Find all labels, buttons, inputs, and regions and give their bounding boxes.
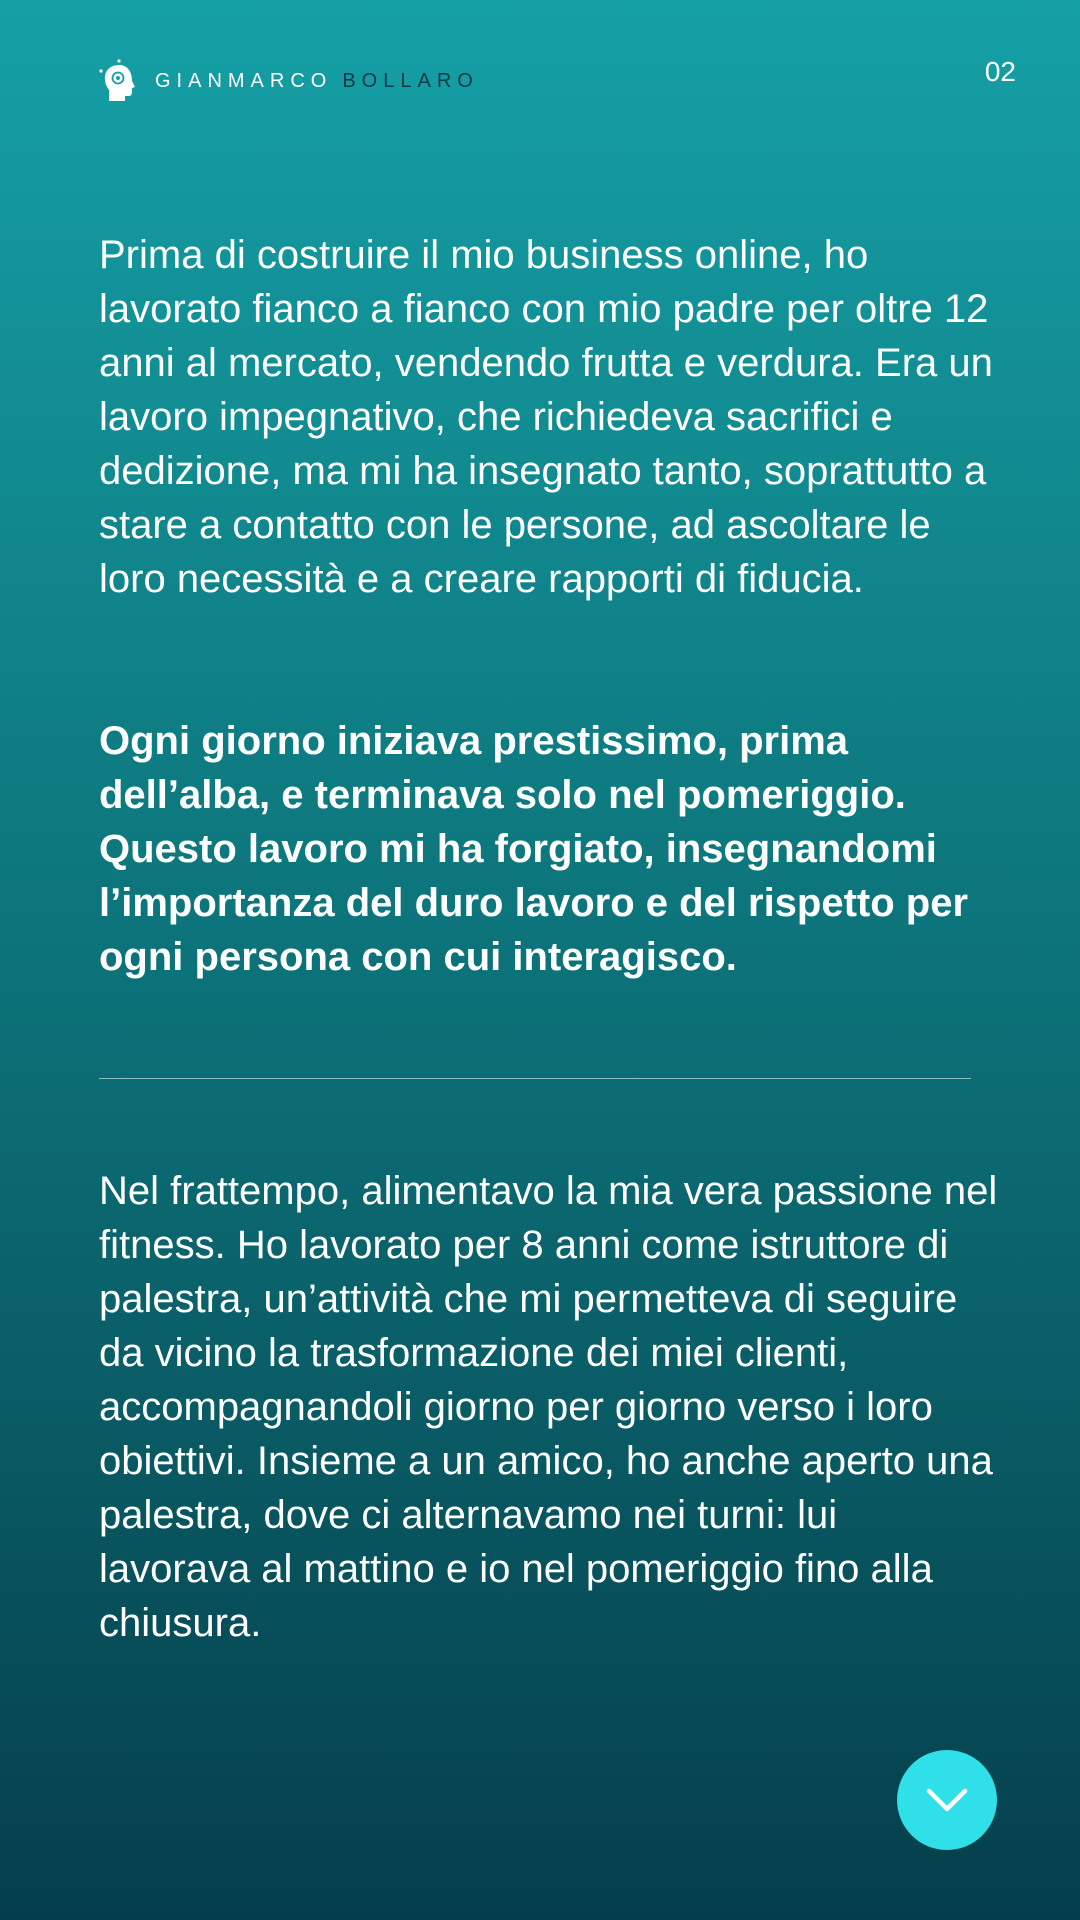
header bbox=[99, 56, 1016, 106]
logo[interactable] bbox=[99, 59, 479, 103]
brand-name bbox=[155, 70, 479, 93]
brand-last-name: BOLLARO bbox=[342, 69, 479, 92]
divider bbox=[99, 1078, 971, 1079]
brand-first-name: GIANMARCO bbox=[155, 69, 333, 92]
scroll-down-button[interactable] bbox=[897, 1750, 997, 1850]
head-icon bbox=[99, 59, 139, 103]
fitness-paragraph: Nel frattempo, alimentavo la mia vera passione nel fitness. Ho lavorato per 8 anni come istruttore di palestra, un’attività che mi permetteva di seguire da vicino la trasformazione dei miei clienti, accompagnandoli giorno per giorno verso i loro obiettivi. Insieme a un amico, ho anche aperto una palestra, dove ci alternavamo nei turni: lui lavorava al mattino e io nel pomeriggio fino alla chiusura. bbox=[99, 1169, 998, 1645]
chevron-down-icon bbox=[925, 1786, 969, 1814]
highlight-paragraph: Ogni giorno iniziava prestissimo, prima dell’alba, e terminava solo nel pomeriggio. Questo lavoro mi ha forgiato, insegnandomi l’importanza del duro lavoro e del rispetto per ogni persona con cui interagisco. bbox=[99, 719, 969, 979]
intro-paragraph: Prima di costruire il mio business online, ho lavorato fianco a fianco con mio padre per oltre 12 anni al mercato, vendendo frutta e verdura. Era un lavoro impegnativo, che richiedeva sacrifici e dedizione, ma mi ha insegnato tanto, soprattutto a stare a contatto con le persone, ad ascoltare le loro necessità e a creare rapporti di fiducia. bbox=[99, 233, 993, 601]
page-number: 02 bbox=[984, 56, 1016, 87]
